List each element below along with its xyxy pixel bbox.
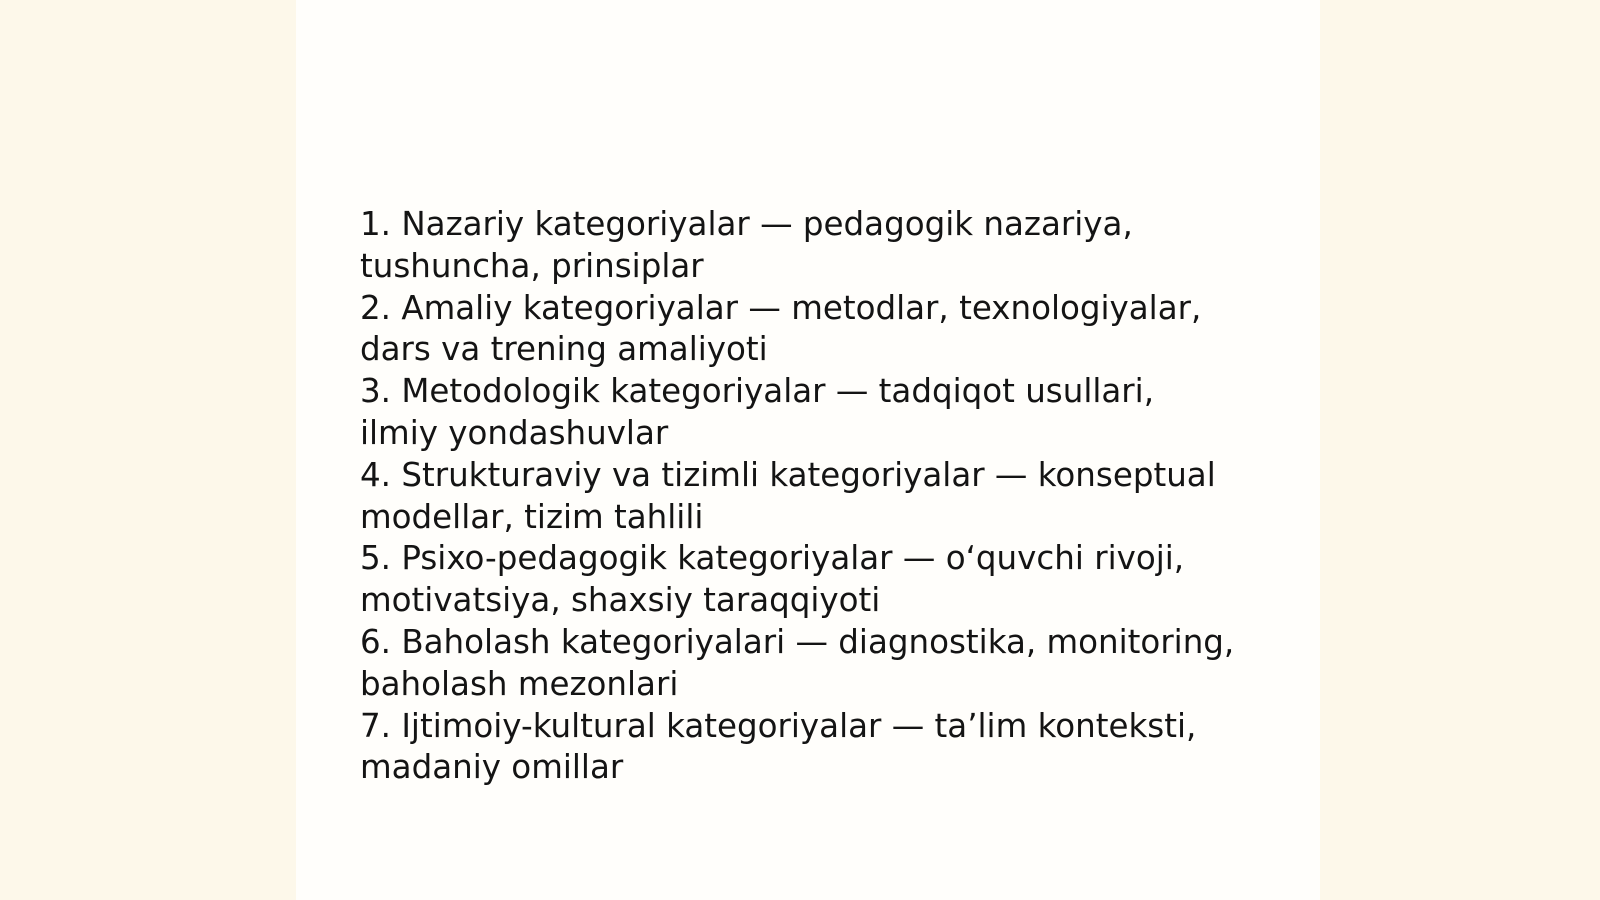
list-item-line: ilmiy yondashuvlar: [360, 413, 669, 452]
slide-canvas: [296, 0, 1320, 900]
list-item-line: 6. Baholash kategoriyalari — diagnostika, monitoring,: [360, 622, 1235, 661]
list-item: [360, 288, 1280, 372]
list-item-line: modellar, tizim tahlili: [360, 497, 704, 536]
list-item-line: 5. Psixo-pedagogik kategoriyalar — o‘quvchi rivoji,: [360, 539, 1185, 578]
list-item-line: 7. Ijtimoiy-kultural kategoriyalar — ta’lim konteksti,: [360, 706, 1197, 745]
list-item-line: 4. Strukturaviy va tizimli kategoriyalar — konseptual: [360, 455, 1216, 494]
list-item-line: 2. Amaliy kategoriyalar — metodlar, texnologiyalar,: [360, 288, 1202, 327]
list-item-line: 1. Nazariy kategoriyalar — pedagogik nazariya,: [360, 205, 1133, 243]
list-item: [360, 455, 1280, 539]
list-item-line: baholash mezonlari: [360, 664, 679, 703]
category-list: [360, 204, 1280, 789]
list-item-line: 3. Metodologik kategoriyalar — tadqiqot usullari,: [360, 372, 1155, 411]
list-item-line: madaniy omillar: [360, 748, 624, 787]
list-item: [360, 371, 1280, 455]
list-item: [360, 706, 1280, 790]
list-item-line: dars va trening amaliyoti: [360, 330, 768, 369]
list-item: [360, 622, 1280, 706]
list-item: [360, 538, 1280, 622]
list-item-line: tushuncha, prinsiplar: [360, 246, 704, 285]
list-item: [360, 204, 1280, 288]
list-item-line: motivatsiya, shaxsiy taraqqiyoti: [360, 581, 881, 620]
